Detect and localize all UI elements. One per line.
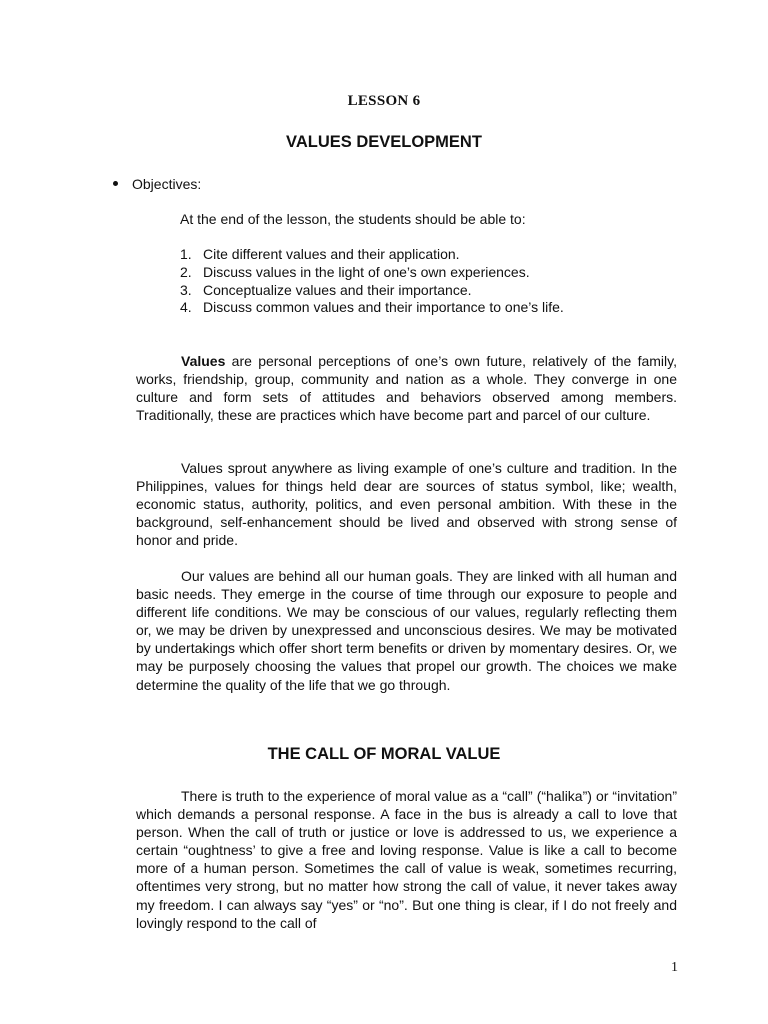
values-culture-paragraph: Values sprout anywhere as living example of one’s culture and tradition. In the Philippines, values for things held dear are sources of status symbol, like; wealth, economic status, authority, politics, and even personal ambition. With these in the background, self-enhancement should be lived and observed with strong sense of honor and pride. [136, 460, 677, 549]
section-title: THE CALL OF MORAL VALUE [267, 745, 501, 763]
objective-number: 1. [180, 246, 192, 262]
objectives-label: Objectives: [132, 176, 202, 192]
moral-value-paragraph: There is truth to the experience of moral value as a “call” (“halika”) or “invitation” which demands a personal response. A face in the bus is already a call to love that person. When the call of truth or justice or love is addressed to us, we experience a certain “oughtness’ to give a free and loving response. Value is like a call to become more of a human person. Sometimes the call of value is weak, sometimes recurring, oftentimes very strong, but no matter how strong the call of value, it never takes away my freedom. I can always say “yes” or “no”. But one thing is clear, if I do not freely and lovingly respond to the call of [136, 788, 677, 931]
values-definition-text: are personal perceptions of one’s own future, relatively of the family, works, friendship, group, community and nation as a whole. They converge in one culture and form sets of attitudes and behaviors observed among members. Traditionally, these are practices which have become part and parcel of our culture. [136, 353, 677, 424]
page-number: 1 [671, 960, 678, 975]
objective-number: 4. [180, 299, 192, 316]
objectives-list [180, 246, 564, 317]
objective-text: Discuss common values and their importance to one’s life. [203, 299, 564, 316]
bullet-icon [113, 181, 118, 186]
objective-text: Conceptualize values and their importance. [203, 281, 472, 298]
lesson-label: LESSON 6 [347, 93, 421, 109]
values-term: Values [181, 353, 226, 369]
objective-text: Cite different values and their application. [203, 246, 460, 262]
objective-number: 3. [180, 281, 192, 298]
objectives-intro: At the end of the lesson, the students should be able to: [180, 211, 526, 227]
objective-number: 2. [180, 263, 192, 280]
objective-item [180, 282, 564, 300]
values-definition-paragraph [136, 352, 677, 424]
objective-item [180, 246, 564, 264]
objective-text: Discuss values in the light of one’s own experiences. [203, 263, 530, 280]
lesson-title: VALUES DEVELOPMENT [286, 133, 482, 151]
objectives-bullet [113, 176, 201, 192]
objective-item [180, 299, 564, 317]
values-goals-paragraph: Our values are behind all our human goals. They are linked with all human and basic needs. They emerge in the course of time through our exposure to people and different life conditions. We may be conscious of our values, regularly reflecting them or, we may be driven by unexpressed and unconscious desires. We may be motivated by undertakings which offer short term benefits or driven by momentary desires. Or, we may be purposely choosing the values that propel our growth. The choices we make determine the quality of the life that we go through. [136, 568, 677, 693]
objective-item [180, 264, 564, 282]
